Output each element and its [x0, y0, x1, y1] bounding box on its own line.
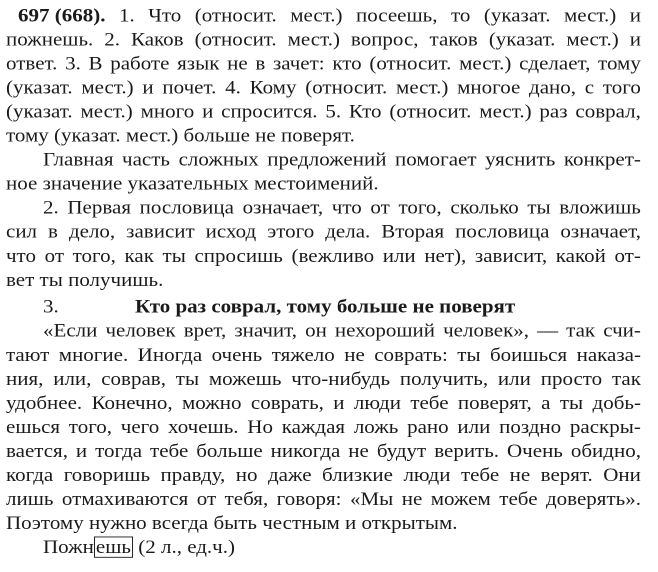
word-stem: Пожн [43, 535, 94, 558]
word: 4. [225, 75, 241, 99]
word: Очень [507, 439, 563, 462]
word: помогает [395, 148, 477, 171]
word: ния, [6, 367, 44, 390]
word: уяснить [485, 148, 556, 171]
word: больше [196, 439, 263, 462]
word: многое [457, 75, 521, 99]
text-line [6, 342, 641, 366]
text-line [6, 75, 641, 99]
word: ты [175, 367, 200, 390]
word: мест.) [81, 75, 134, 99]
word: ты [457, 343, 481, 366]
word: лишь [6, 487, 54, 510]
word: от [44, 244, 64, 267]
line-text: вет ты получишь. [6, 268, 164, 291]
word: мест.) [479, 99, 532, 123]
word: тебя, [224, 487, 269, 510]
text-line [6, 267, 641, 291]
word: Что [148, 3, 182, 26]
word: пословица [139, 196, 234, 219]
word: чего [120, 415, 160, 438]
word: Конечно, [91, 391, 173, 414]
word: — [537, 319, 559, 342]
word: не [344, 343, 365, 366]
line-text: тому (указат. мест.) больше не поверят. [6, 123, 355, 147]
word: Они [603, 463, 641, 486]
word: люди [403, 463, 451, 486]
word: от- [614, 244, 641, 267]
word: не [348, 439, 369, 462]
text-line [6, 99, 641, 123]
word: сколько [450, 196, 519, 219]
word: когда [6, 463, 54, 486]
word: верить. [434, 439, 500, 462]
word: того, [72, 244, 116, 267]
text-line [6, 171, 641, 195]
word: спросится. [221, 99, 318, 123]
word: 5. [325, 99, 342, 123]
word: но [235, 463, 258, 486]
word: не [227, 51, 248, 74]
word: таков [429, 27, 478, 50]
word: кто [332, 51, 362, 74]
word: ты [162, 244, 186, 267]
grammar-note: (2 л., ед.ч.) [132, 535, 235, 558]
exercise-number: 697 (668). [18, 3, 106, 26]
word: соврать: [374, 343, 448, 366]
word: (указат. [483, 3, 551, 26]
word: тому [598, 51, 641, 74]
word: в [255, 51, 266, 74]
word: 3. [65, 51, 81, 74]
word: обидно, [570, 439, 641, 462]
word: рано [407, 415, 449, 438]
word: даже [268, 463, 312, 486]
word: ешься [6, 415, 61, 438]
word: тогда [95, 439, 143, 462]
word: исход [205, 220, 257, 243]
word: часть [122, 148, 171, 171]
word: Вторая [381, 220, 445, 243]
word: и [142, 75, 154, 99]
word: правду, [160, 463, 226, 486]
word: можно [181, 391, 242, 414]
word: того, [68, 415, 113, 438]
word: и [75, 439, 88, 462]
word: «Мы [349, 487, 394, 510]
word: вложишь [559, 196, 641, 219]
word: будут [376, 439, 427, 462]
text-line [6, 366, 641, 390]
word-analysis-line [43, 535, 641, 559]
word: спросишь [194, 244, 283, 267]
word: человек [105, 319, 176, 342]
word: (указат. [488, 27, 556, 50]
word: соврать, [250, 391, 324, 414]
word: сложных [178, 148, 259, 171]
word: вается, [6, 439, 68, 462]
word: мест.) [396, 75, 449, 99]
line-text: ное значение указательных местоимений. [6, 172, 379, 195]
word: (относит. [389, 99, 472, 123]
word: отмахиваются [61, 487, 189, 510]
word: ложь [353, 415, 399, 438]
word: многие. [58, 343, 129, 366]
word: тебе [410, 391, 449, 414]
word: с [584, 75, 595, 99]
word: мест.) [290, 3, 343, 26]
word: и [202, 99, 214, 123]
word: вопрос, [350, 27, 419, 50]
text-line [6, 463, 641, 487]
word: 2. [104, 27, 121, 50]
text-line [6, 123, 641, 147]
word: означает, [242, 196, 324, 219]
word: можем [430, 487, 491, 510]
word: или [382, 244, 416, 267]
word: сделает, [519, 51, 591, 74]
word: можешь [208, 367, 282, 390]
word: доверять». [545, 487, 641, 510]
word: нет), [424, 244, 467, 267]
word: мест.) [459, 51, 512, 74]
word: удобнее. [6, 391, 83, 414]
word: Первая [67, 196, 131, 219]
word: поверят, [457, 391, 532, 414]
text-line [43, 147, 641, 171]
word: поздно [499, 415, 562, 438]
word: язык [177, 51, 220, 74]
word: почет. [162, 75, 217, 99]
word: Иногда [137, 343, 203, 366]
word: того [602, 75, 641, 99]
word: как [124, 244, 154, 267]
word: тебе [460, 463, 500, 486]
word: означает, [560, 220, 641, 243]
word: В [88, 51, 103, 74]
word: счи- [603, 319, 641, 342]
word: работе [110, 51, 170, 74]
word: от [370, 196, 390, 219]
word: хочешь. [168, 415, 239, 438]
word: какой [555, 244, 606, 267]
word: раз [539, 99, 568, 123]
word: зачет: [272, 51, 325, 74]
word: что-нибудь [291, 367, 391, 390]
word: от [196, 487, 217, 510]
text-line [43, 318, 641, 342]
section-heading-line [43, 294, 641, 318]
word: (относит. [194, 3, 277, 26]
word: (указат. [6, 75, 73, 99]
word: тебе [150, 439, 189, 462]
word: мест.) [287, 27, 340, 50]
word: соврав, [101, 367, 166, 390]
word: Но [247, 415, 273, 438]
word: тяжело [271, 343, 335, 366]
word: тебе [499, 487, 538, 510]
word: ответ. [6, 51, 58, 74]
word: мест.) [80, 99, 133, 123]
word: говоря: [276, 487, 342, 510]
word: так [612, 367, 641, 390]
text-line [6, 51, 641, 75]
word: этого [267, 220, 315, 243]
word: конкрет- [563, 148, 641, 171]
line-text: Поэтому нужно всегда быть честным и открытым. [6, 511, 458, 534]
word: Кто [348, 99, 382, 123]
word: добь- [592, 391, 641, 414]
word: врет, [183, 319, 227, 342]
word: что [6, 244, 36, 267]
word: (указат. [6, 99, 73, 123]
word: пожнешь. [6, 27, 94, 50]
word: того, [398, 196, 442, 219]
text-line [43, 195, 641, 219]
word: дано, [529, 75, 577, 99]
word: (вежливо [291, 244, 375, 267]
word: верят. [540, 463, 593, 486]
word: наказа- [576, 343, 641, 366]
word: значит, [234, 319, 298, 342]
word: он [305, 319, 327, 342]
word: каждая [281, 415, 346, 438]
word: или [457, 415, 491, 438]
essay-title: Кто раз соврал, тому больше не поверят [135, 295, 516, 318]
word: (относит. [194, 27, 277, 50]
word: дело, [68, 220, 116, 243]
word: нехороший [334, 319, 436, 342]
word: мест.) [566, 27, 619, 50]
word: или, [53, 367, 92, 390]
text-line [6, 511, 641, 535]
section-number: 3. [43, 295, 59, 318]
word: зависит [126, 220, 195, 243]
word: никогда [270, 439, 341, 462]
word: говоришь [63, 463, 151, 486]
word: и [629, 27, 641, 50]
word: дела. [325, 220, 371, 243]
word: или [497, 367, 531, 390]
word: мест.) [563, 3, 617, 26]
word: соврал, [575, 99, 641, 123]
word: получить, [399, 367, 489, 390]
word: не [401, 487, 423, 510]
word: пословица [455, 220, 550, 243]
word: Главная [43, 148, 114, 171]
word: сил [6, 220, 38, 243]
text-line [6, 27, 641, 51]
word: близкие [322, 463, 393, 486]
word: Кому [249, 75, 297, 99]
word: 1. [118, 3, 135, 26]
word: человек», [443, 319, 530, 342]
word: Каков [131, 27, 184, 50]
text-line [6, 243, 641, 267]
word: ты [559, 391, 584, 414]
text-line [6, 414, 641, 438]
text-line [6, 438, 641, 462]
text-line [6, 487, 641, 511]
word: тают [6, 343, 50, 366]
word: люди [353, 391, 401, 414]
text-line [6, 390, 641, 414]
word: посеешь, [356, 3, 438, 26]
word: не [509, 463, 531, 486]
word: боишься [490, 343, 568, 366]
word: так [566, 319, 596, 342]
word: то [450, 3, 471, 26]
word: 2. [43, 196, 59, 219]
word: (относит. [369, 51, 452, 74]
word: а [541, 391, 551, 414]
word: ты [527, 196, 551, 219]
word: в [48, 220, 58, 243]
word: что [331, 196, 362, 219]
word: и [333, 391, 345, 414]
word: (относит. [305, 75, 388, 99]
text-line [18, 3, 641, 27]
word: «Если [43, 319, 98, 342]
boxed-ending: ешь [95, 535, 131, 558]
word: раскры- [569, 415, 641, 438]
word: просто [540, 367, 603, 390]
word: предложений [267, 148, 387, 171]
text-line [6, 219, 641, 243]
word: зависит, [474, 244, 548, 267]
word: много [140, 99, 195, 123]
word: очень [211, 343, 263, 366]
word: и [629, 3, 641, 26]
